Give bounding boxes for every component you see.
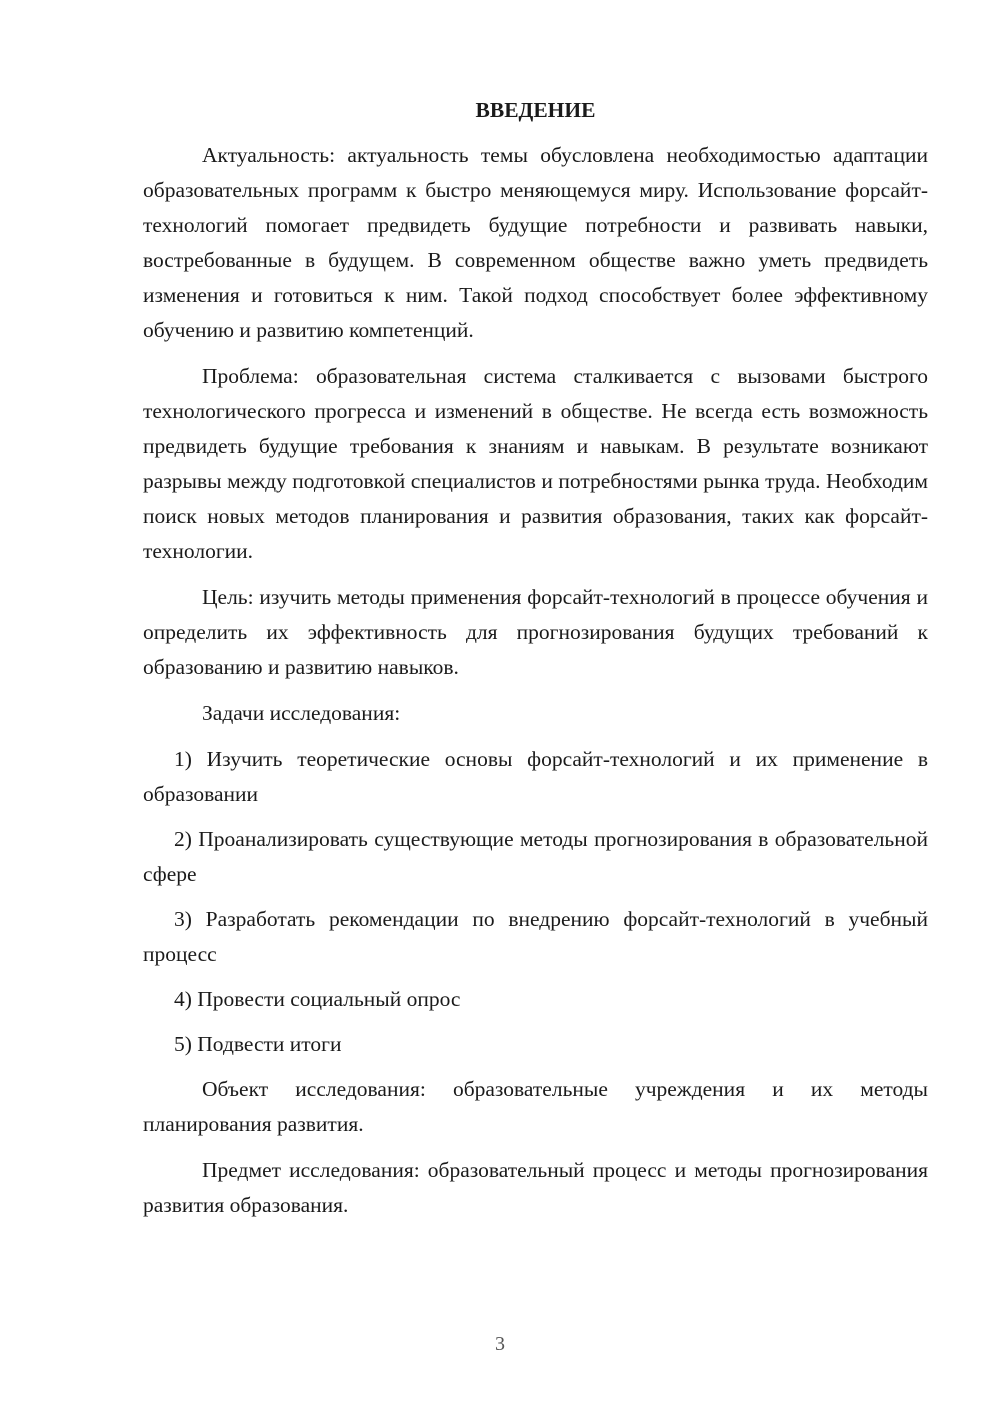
document-page [143,93,928,1234]
problem-paragraph: Проблема: образовательная система сталкивается с вызовами быстрого технологического прогресса и изменений в обществе. Не всегда есть возможность предвидеть будущие требования к знаниям и навыкам. В результате возникают разрывы между подготовкой специалистов и потребностями рынка труда. Необходим поиск новых методов планирования и развития образования, таких как форсайт-технологии. [143,364,928,563]
page-title: ВВЕДЕНИЕ [475,98,596,122]
tasks-heading: Задачи исследования: [202,701,401,725]
page-number: 3 [495,1333,505,1355]
relevance-paragraph: Актуальность: актуальность темы обусловлена необходимостью адаптации образовательных программ к быстро меняющемуся миру. Использование форсайт-технологий помогает предвидеть будущие потребности и развивать навыки, востребованные в будущем. В современном обществе важно уметь предвидеть изменения и готовиться к ним. Такой подход способствует более эффективному обучению и развитию компетенций. [143,143,928,342]
goal-paragraph: Цель: изучить методы применения форсайт-технологий в процессе обучения и определить их эффективность для прогнозирования будущих требований к образованию и развитию навыков. [143,585,928,679]
subject-paragraph: Предмет исследования: образовательный процесс и методы прогнозирования развития образования. [143,1158,928,1217]
task-item-3: 3) Разработать рекомендации по внедрению форсайт-технологий в учебный процесс [143,907,928,966]
task-item-2: 2) Проанализировать существующие методы прогнозирования в образовательной сфере [143,827,928,886]
task-item-1: 1) Изучить теоретические основы форсайт-технологий и их применение в образовании [143,747,928,806]
object-paragraph: Объект исследования: образовательные учреждения и их методы планирования развития. [143,1077,928,1136]
task-item-5: 5) Подвести итоги [174,1032,342,1056]
task-item-4: 4) Провести социальный опрос [174,987,461,1011]
